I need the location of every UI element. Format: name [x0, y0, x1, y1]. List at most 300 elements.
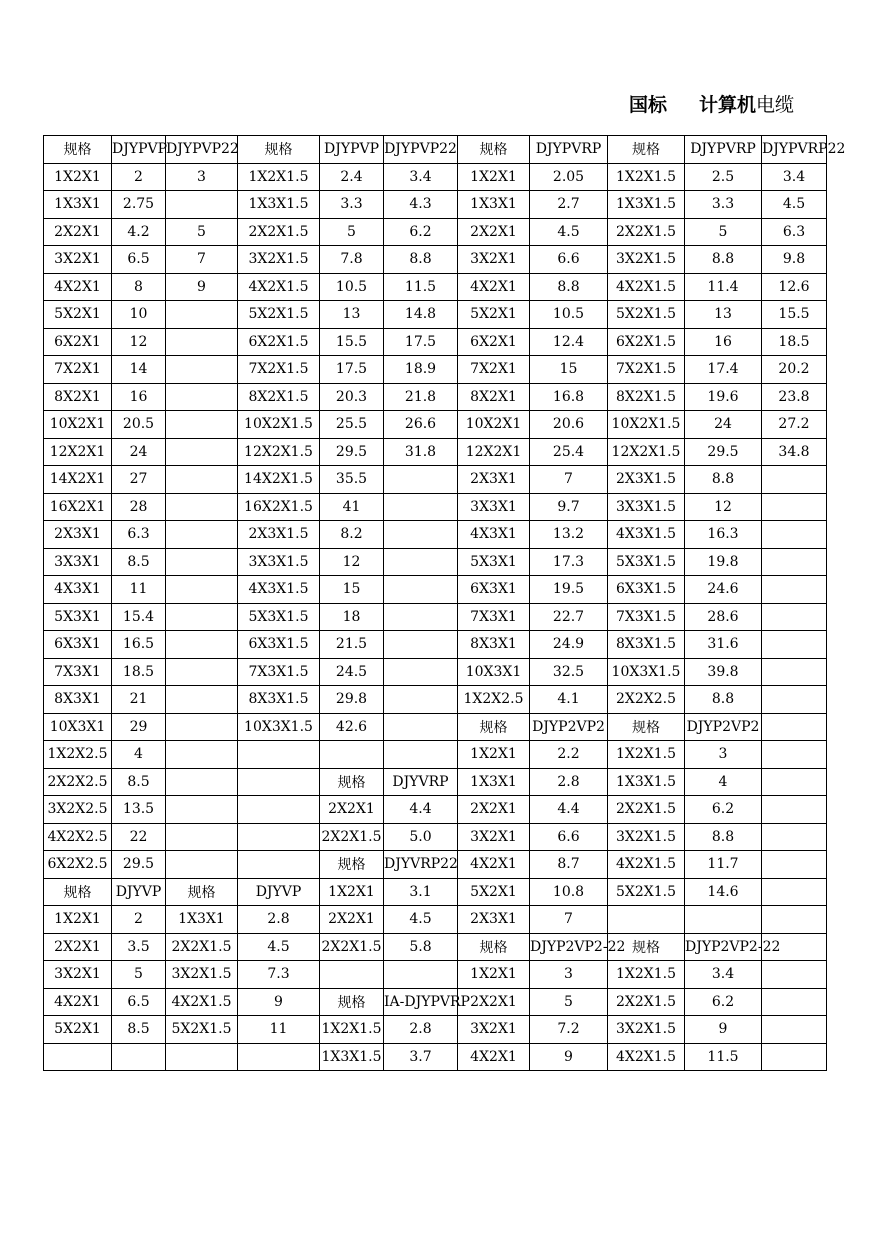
table-cell: 2X2X1: [458, 218, 530, 246]
table-cell: 10X3X1: [44, 713, 112, 741]
table-cell: 11: [112, 576, 166, 604]
table-cell: 3.4: [762, 163, 827, 191]
table-cell: 规格: [44, 878, 112, 906]
table-cell: 4: [112, 741, 166, 769]
table-cell: 13.5: [112, 796, 166, 824]
table-cell: [166, 191, 238, 219]
table-cell: [762, 878, 827, 906]
table-cell: 8X2X1: [458, 383, 530, 411]
table-cell: 2X2X1.5: [320, 933, 384, 961]
table-cell: [762, 576, 827, 604]
table-cell: 1X2X1: [458, 961, 530, 989]
table-cell: 6X2X1.5: [238, 328, 320, 356]
table-cell: [166, 438, 238, 466]
table-row: [44, 631, 827, 659]
table-row: [44, 356, 827, 384]
table-cell: 8.2: [320, 521, 384, 549]
table-cell: 4.4: [384, 796, 458, 824]
table-cell: 5X2X1: [44, 1016, 112, 1044]
table-cell: 31.6: [685, 631, 762, 659]
table-cell: 14.6: [685, 878, 762, 906]
table-cell: 2.8: [384, 1016, 458, 1044]
table-cell: 11.5: [384, 273, 458, 301]
table-cell: 8.5: [112, 548, 166, 576]
cable-spec-table: [43, 135, 846, 1071]
table-cell: 26.6: [384, 411, 458, 439]
table-cell: 1X3X1.5: [608, 768, 685, 796]
table-cell: 16.8: [530, 383, 608, 411]
table-cell: 规格: [608, 713, 685, 741]
table-cell: 7: [166, 246, 238, 274]
table-cell: 规格: [608, 136, 685, 164]
table-cell: 11: [238, 1016, 320, 1044]
table-cell: 17.4: [685, 356, 762, 384]
table-cell: 2.8: [238, 906, 320, 934]
table-row: [44, 411, 827, 439]
table-cell: [166, 576, 238, 604]
table-cell: 3X2X1.5: [166, 961, 238, 989]
table-cell: 4.5: [238, 933, 320, 961]
table-cell: 16X2X1: [44, 493, 112, 521]
table-cell: 9.7: [530, 493, 608, 521]
table-cell: 18: [320, 603, 384, 631]
table-cell: 25.4: [530, 438, 608, 466]
table-cell: DJYVP: [238, 878, 320, 906]
table-cell: 规格: [166, 878, 238, 906]
table-cell: 3X3X1: [44, 548, 112, 576]
table-cell: 2.4: [320, 163, 384, 191]
table-cell: 4X2X1: [458, 851, 530, 879]
table-cell: [166, 741, 238, 769]
table-cell: 6.6: [530, 246, 608, 274]
table-cell: 10X3X1.5: [608, 658, 685, 686]
table-cell: 规格: [238, 136, 320, 164]
table-cell: [762, 521, 827, 549]
table-cell: [762, 768, 827, 796]
table-cell: DJYPVRP: [685, 136, 762, 164]
table-cell: 5: [112, 961, 166, 989]
table-cell: DJYP2VP2-22: [685, 933, 762, 961]
table-cell: 8.8: [685, 466, 762, 494]
table-cell: [384, 713, 458, 741]
table-cell: [166, 548, 238, 576]
table-cell: 20.3: [320, 383, 384, 411]
table-cell: 1X2X1.5: [320, 1016, 384, 1044]
table-cell: [166, 301, 238, 329]
table-cell: 10X3X1: [458, 658, 530, 686]
table-cell: 16: [685, 328, 762, 356]
table-cell: [762, 493, 827, 521]
table-cell: 4X2X1.5: [608, 851, 685, 879]
table-cell: 12X2X1.5: [608, 438, 685, 466]
table-cell: 5X2X1.5: [238, 301, 320, 329]
table-cell: 22: [112, 823, 166, 851]
table-cell: 8X2X1.5: [238, 383, 320, 411]
table-cell: [685, 906, 762, 934]
table-cell: 21.8: [384, 383, 458, 411]
table-cell: [384, 576, 458, 604]
table-cell: 10X3X1.5: [238, 713, 320, 741]
table-cell: 1X2X1: [44, 163, 112, 191]
table-cell: [166, 851, 238, 879]
table-cell: 2X2X1.5: [238, 218, 320, 246]
table-cell: 19.6: [685, 383, 762, 411]
table-cell: 6X2X1: [44, 328, 112, 356]
table-cell: 7: [530, 906, 608, 934]
table-cell: 3X2X1: [458, 1016, 530, 1044]
table-cell: 6X3X1: [458, 576, 530, 604]
table-row: [44, 521, 827, 549]
table-cell: [384, 741, 458, 769]
table-cell: [166, 631, 238, 659]
table-cell: DJYPVP22: [166, 136, 238, 164]
table-cell: 4X2X1: [44, 988, 112, 1016]
table-cell: [166, 493, 238, 521]
table-cell: 29.5: [685, 438, 762, 466]
table-cell: [238, 741, 320, 769]
table-cell: 1X3X1.5: [238, 191, 320, 219]
table-body: [44, 136, 846, 1071]
table-cell: 12X2X1.5: [238, 438, 320, 466]
table-cell: 9.8: [762, 246, 827, 274]
table-cell: [384, 493, 458, 521]
table-row: [44, 438, 827, 466]
table-cell: 7X2X1: [458, 356, 530, 384]
table-cell: [166, 466, 238, 494]
table-cell: [44, 1043, 112, 1071]
table-cell: [166, 328, 238, 356]
table-cell: [762, 658, 827, 686]
table-row: [44, 218, 827, 246]
table-cell: 1X2X2.5: [458, 686, 530, 714]
table-cell: 16: [112, 383, 166, 411]
table-cell: 5X3X1: [458, 548, 530, 576]
table-row: [44, 713, 827, 741]
table-cell: [166, 521, 238, 549]
table-cell: 4X3X1.5: [238, 576, 320, 604]
table-cell: DJYPVRP: [530, 136, 608, 164]
table-cell: [166, 383, 238, 411]
table-cell: 10: [112, 301, 166, 329]
table-cell: [320, 961, 384, 989]
table-cell: 9: [685, 1016, 762, 1044]
table-cell: [166, 686, 238, 714]
table-cell: 1X3X1: [458, 768, 530, 796]
table-row: [44, 768, 827, 796]
table-cell: 6.5: [112, 988, 166, 1016]
table-cell: 2X2X1.5: [608, 218, 685, 246]
table-cell: 5: [530, 988, 608, 1016]
table-cell: 规格: [458, 713, 530, 741]
table-cell: 2X2X2.5: [608, 686, 685, 714]
table-cell: 3X2X1: [44, 961, 112, 989]
table-cell: [762, 466, 827, 494]
table-cell: DJYVRP22: [384, 851, 458, 879]
table-cell: 29.8: [320, 686, 384, 714]
table-cell: 28.6: [685, 603, 762, 631]
table-row: [44, 741, 827, 769]
table-cell: 13: [685, 301, 762, 329]
table-cell: 25.5: [320, 411, 384, 439]
table-cell: 1X3X1.5: [608, 191, 685, 219]
table-cell: 2.7: [530, 191, 608, 219]
table-cell: 18.5: [112, 658, 166, 686]
table-cell: 8X3X1: [458, 631, 530, 659]
table-row: [44, 988, 827, 1016]
table-cell: 24.5: [320, 658, 384, 686]
table-cell: 12: [685, 493, 762, 521]
table-row: [44, 273, 827, 301]
table-cell: 7X3X1.5: [238, 658, 320, 686]
table-cell: DJYP2VP2: [685, 713, 762, 741]
table-row: [44, 246, 827, 274]
table-cell: 3.3: [320, 191, 384, 219]
table-cell: [384, 521, 458, 549]
table-cell: 21.5: [320, 631, 384, 659]
table-cell: 4X3X1: [458, 521, 530, 549]
table-row: [44, 163, 827, 191]
table-cell: [762, 603, 827, 631]
table-cell: 4X2X1.5: [238, 273, 320, 301]
table-cell: 7: [530, 466, 608, 494]
table-cell: 10.8: [530, 878, 608, 906]
table-cell: 5: [685, 218, 762, 246]
table-row: [44, 603, 827, 631]
table-cell: 5X2X1: [44, 301, 112, 329]
table-cell: 6X2X1.5: [608, 328, 685, 356]
table-row: [44, 961, 827, 989]
table-cell: [166, 823, 238, 851]
table-cell: 2.05: [530, 163, 608, 191]
table-cell: 12.6: [762, 273, 827, 301]
table-cell: 5X2X1.5: [166, 1016, 238, 1044]
table-cell: 7X2X1.5: [608, 356, 685, 384]
table-cell: 3X2X1.5: [608, 1016, 685, 1044]
table-cell: 3X2X1: [458, 246, 530, 274]
table-cell: 27: [112, 466, 166, 494]
table-cell: DJYVRP: [384, 768, 458, 796]
table-cell: 3.4: [685, 961, 762, 989]
table-cell: 8X3X1.5: [608, 631, 685, 659]
table-cell: 3: [685, 741, 762, 769]
table-cell: 20.6: [530, 411, 608, 439]
table-cell: 5: [166, 218, 238, 246]
table-cell: 1X2X1: [320, 878, 384, 906]
table-cell: 16.5: [112, 631, 166, 659]
table-cell: 42.6: [320, 713, 384, 741]
table-cell: 4X2X1.5: [608, 273, 685, 301]
table-cell: 6.6: [530, 823, 608, 851]
table-cell: [762, 1043, 827, 1071]
table-cell: 8.8: [685, 686, 762, 714]
table-cell: 规格: [320, 851, 384, 879]
table-row: [44, 933, 827, 961]
table-cell: 4: [685, 768, 762, 796]
table-cell: 6.5: [112, 246, 166, 274]
table-cell: 4X2X2.5: [44, 823, 112, 851]
table-cell: 5.8: [384, 933, 458, 961]
table-cell: DJYP2VP2-22: [530, 933, 608, 961]
table-cell: 29: [112, 713, 166, 741]
table-cell: 5X2X1.5: [608, 301, 685, 329]
table-cell: 2: [112, 163, 166, 191]
table-cell: 7.3: [238, 961, 320, 989]
table-cell: 12: [112, 328, 166, 356]
table-cell: [166, 1043, 238, 1071]
table-cell: 41: [320, 493, 384, 521]
table-cell: 1X3X1.5: [320, 1043, 384, 1071]
table-cell: DJYPVP: [112, 136, 166, 164]
table-row: [44, 301, 827, 329]
table-cell: DJYPVRP22: [762, 136, 827, 164]
table-cell: 14.8: [384, 301, 458, 329]
table-cell: 17.5: [320, 356, 384, 384]
table-cell: 24: [112, 438, 166, 466]
table-row: [44, 878, 827, 906]
table-cell: 2X2X1: [458, 988, 530, 1016]
table-cell: 14: [112, 356, 166, 384]
table-cell: 22.7: [530, 603, 608, 631]
table-cell: 1X2X1.5: [608, 741, 685, 769]
table-cell: 1X2X1: [458, 163, 530, 191]
table-cell: 8X3X1: [44, 686, 112, 714]
table-cell: 6.3: [112, 521, 166, 549]
table-cell: [166, 713, 238, 741]
table-cell: 9: [238, 988, 320, 1016]
table-cell: 2X2X1: [44, 933, 112, 961]
table-cell: 5X3X1: [44, 603, 112, 631]
table-cell: [166, 356, 238, 384]
table-cell: 3.3: [685, 191, 762, 219]
table-cell: 2X3X1: [458, 466, 530, 494]
title-computer: 计算机: [698, 94, 756, 116]
table-cell: [762, 713, 827, 741]
table-cell: 39.8: [685, 658, 762, 686]
table-cell: 7X2X1.5: [238, 356, 320, 384]
page-title: [629, 90, 794, 117]
table-cell: [762, 961, 827, 989]
table-cell: 1X2X1: [458, 741, 530, 769]
table-cell: 3X3X1: [458, 493, 530, 521]
table-row: [44, 1016, 827, 1044]
table-row: [44, 328, 827, 356]
table-row: [44, 686, 827, 714]
table-cell: 4X2X1: [44, 273, 112, 301]
table-cell: 19.8: [685, 548, 762, 576]
table-cell: 34.8: [762, 438, 827, 466]
table-cell: 29.5: [320, 438, 384, 466]
table-row: [44, 466, 827, 494]
table-row: [44, 658, 827, 686]
table-cell: 35.5: [320, 466, 384, 494]
table-cell: 1X3X1: [458, 191, 530, 219]
table-cell: 28: [112, 493, 166, 521]
table-cell: 24: [685, 411, 762, 439]
table-cell: 12X2X1: [458, 438, 530, 466]
table-cell: IA-DJYPVRP: [384, 988, 458, 1016]
table-cell: 21: [112, 686, 166, 714]
table-cell: 9: [530, 1043, 608, 1071]
table-cell: 2.75: [112, 191, 166, 219]
table-cell: [238, 823, 320, 851]
table-cell: 10X2X1.5: [608, 411, 685, 439]
table-cell: 6X3X1.5: [608, 576, 685, 604]
table-cell: 3.7: [384, 1043, 458, 1071]
table-cell: 27.2: [762, 411, 827, 439]
table-cell: 2X2X1.5: [608, 796, 685, 824]
table-cell: 8X2X1.5: [608, 383, 685, 411]
table-cell: 1X3X1: [166, 906, 238, 934]
table-cell: 3.5: [112, 933, 166, 961]
table-cell: 规格: [608, 933, 685, 961]
table-cell: [112, 1043, 166, 1071]
table-cell: [320, 741, 384, 769]
table-cell: 6X3X1.5: [238, 631, 320, 659]
table-cell: 3.1: [384, 878, 458, 906]
table-cell: 2X3X1: [458, 906, 530, 934]
table-cell: 4.4: [530, 796, 608, 824]
table-cell: 2X2X1.5: [608, 988, 685, 1016]
table-cell: 5.0: [384, 823, 458, 851]
table-row: [44, 823, 827, 851]
table-cell: [384, 658, 458, 686]
table-cell: 12X2X1: [44, 438, 112, 466]
table-cell: [166, 796, 238, 824]
table-cell: 12: [320, 548, 384, 576]
table-cell: 31.8: [384, 438, 458, 466]
table-cell: DJYPVP22: [384, 136, 458, 164]
table-cell: 5: [320, 218, 384, 246]
table-cell: 4X3X1.5: [608, 521, 685, 549]
table-cell: 17.3: [530, 548, 608, 576]
table-cell: DJYP2VP2: [530, 713, 608, 741]
table-cell: 5X2X1.5: [608, 878, 685, 906]
table-cell: 3.4: [384, 163, 458, 191]
table-cell: 19.5: [530, 576, 608, 604]
table-cell: [384, 548, 458, 576]
table-cell: DJYPVP: [320, 136, 384, 164]
table-cell: 10X2X1: [458, 411, 530, 439]
table-cell: 2.5: [685, 163, 762, 191]
table-cell: 6X3X1: [44, 631, 112, 659]
table-cell: 10.5: [530, 301, 608, 329]
table-cell: 1X2X1.5: [238, 163, 320, 191]
table-cell: 7X3X1.5: [608, 603, 685, 631]
table-cell: 15: [320, 576, 384, 604]
table-cell: [762, 741, 827, 769]
table-cell: 3X2X1.5: [608, 823, 685, 851]
table-cell: [762, 851, 827, 879]
table-cell: [166, 658, 238, 686]
title-cable: 电缆: [755, 94, 794, 116]
table-row: [44, 136, 827, 164]
table-cell: [762, 631, 827, 659]
table-cell: 8X3X1.5: [238, 686, 320, 714]
table-cell: 4.3: [384, 191, 458, 219]
table-cell: 4X3X1: [44, 576, 112, 604]
table-cell: [166, 411, 238, 439]
table-cell: 规格: [458, 933, 530, 961]
table-cell: 2.2: [530, 741, 608, 769]
table-cell: 6.2: [384, 218, 458, 246]
table-cell: 5X2X1: [458, 878, 530, 906]
table-cell: 5X3X1.5: [238, 603, 320, 631]
table-cell: 14X2X1: [44, 466, 112, 494]
table-cell: 15.5: [762, 301, 827, 329]
table-cell: 3X2X1: [44, 246, 112, 274]
table-cell: 2X2X1.5: [320, 823, 384, 851]
table-cell: 3X2X1.5: [238, 246, 320, 274]
